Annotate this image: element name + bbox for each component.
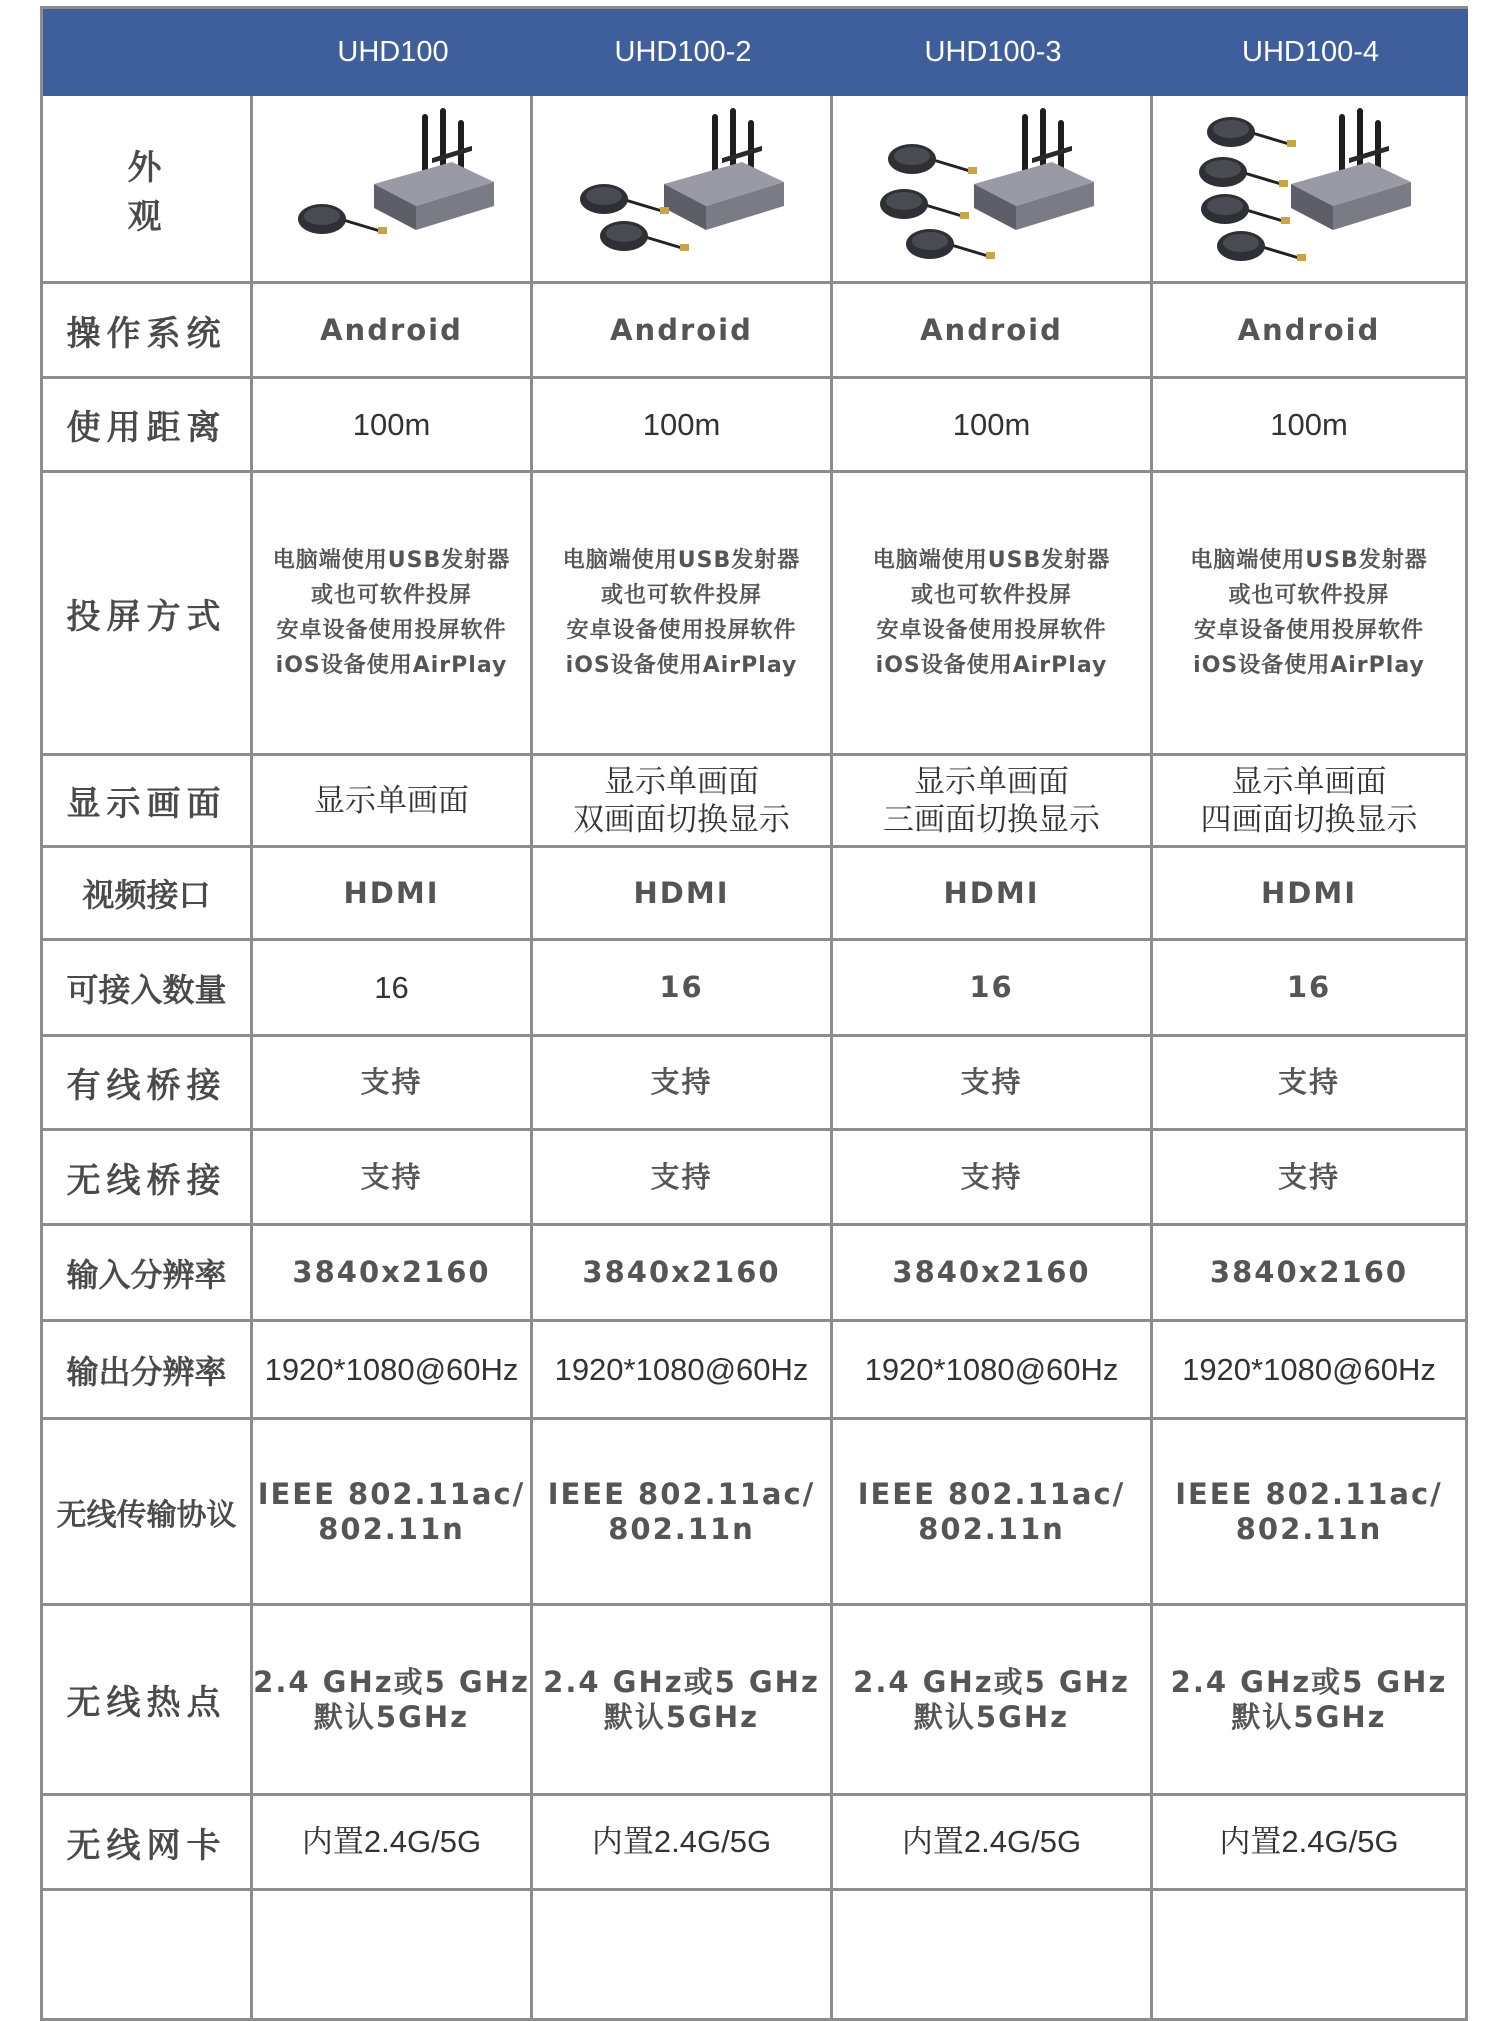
dongle-cable <box>340 219 380 231</box>
protocol-line: IEEE 802.11ac/ <box>857 1476 1126 1511</box>
cut-off-value <box>533 1891 833 2021</box>
dongle-top <box>894 147 930 165</box>
casting-line: 电脑端使用USB发射器 <box>1190 547 1428 573</box>
connections-value: 16 <box>533 941 833 1037</box>
hotspot-line: 2.4 GHz或5 GHz <box>853 1664 1130 1699</box>
wireless-card-value: 内置2.4G/5G <box>1153 1796 1468 1891</box>
header-model-4: UHD100-4 <box>1153 9 1468 96</box>
product-photo-3 <box>882 104 1102 274</box>
hotspot-line: 2.4 GHz或5 GHz <box>543 1664 820 1699</box>
row-label-os: 操作系统 <box>43 284 253 379</box>
protocol-value <box>533 1420 833 1606</box>
usb-plug <box>1287 140 1296 147</box>
casting-line: 安卓设备使用投屏软件 <box>276 618 507 643</box>
dongle-cable <box>1259 246 1299 258</box>
row-label-wireless-protocol: 无线传输协议 <box>43 1420 253 1606</box>
row-label-wireless-card: 无线网卡 <box>43 1796 253 1891</box>
hotspot-line: 默认5GHz <box>1231 1699 1387 1734</box>
antenna-icon <box>1022 114 1028 176</box>
dongle-top <box>912 232 948 250</box>
dongle-icon <box>1199 157 1288 187</box>
input-resolution-value: 3840x2160 <box>833 1226 1153 1322</box>
product-photo-1 <box>282 104 502 274</box>
casting-line: iOS设备使用AirPlay <box>565 653 798 679</box>
protocol-line: IEEE 802.11ac/ <box>547 1476 816 1511</box>
interface-value: HDMI <box>533 848 833 941</box>
port-strip <box>432 145 472 162</box>
port-strip <box>1032 145 1072 162</box>
antenna-icon <box>1357 108 1363 170</box>
dongle-cable <box>1241 172 1281 184</box>
hotspot-line: 默认5GHz <box>313 1699 470 1734</box>
output-resolution-value: 1920*1080@60Hz <box>1153 1322 1468 1420</box>
dongle-top <box>1205 160 1241 178</box>
protocol-line: 802.11n <box>1235 1511 1383 1546</box>
antenna-icon <box>730 108 736 170</box>
casting-line: 安卓设备使用投屏软件 <box>876 618 1107 643</box>
dongle-cable <box>930 159 970 171</box>
display-value <box>833 756 1153 848</box>
product-image-2 <box>533 96 833 284</box>
row-label-input-resolution: 输入分辨率 <box>43 1226 253 1322</box>
row-label-wireless-bridge: 无线桥接 <box>43 1131 253 1226</box>
output-resolution-value: 1920*1080@60Hz <box>833 1322 1153 1420</box>
antenna-icon <box>1339 114 1345 176</box>
hotspot-line: 默认5GHz <box>603 1699 760 1734</box>
distance-value: 100m <box>833 379 1153 473</box>
receiver-box <box>374 108 494 230</box>
port-strip <box>1349 145 1389 162</box>
display-value <box>253 756 533 848</box>
wireless-card-value: 内置2.4G/5G <box>833 1796 1153 1891</box>
usb-plug <box>1281 217 1290 224</box>
dongle-icon <box>580 184 669 214</box>
receiver-box <box>974 108 1094 230</box>
row-label-appearance: 外 观 <box>43 96 253 284</box>
protocol-line: 802.11n <box>608 1511 755 1546</box>
display-line: 四画面切换显示 <box>1200 801 1418 837</box>
casting-line: 或也可软件投屏 <box>910 582 1072 608</box>
receiver-box <box>1291 108 1411 230</box>
row-label-wired-bridge: 有线桥接 <box>43 1037 253 1131</box>
dongle-icon <box>1207 117 1296 147</box>
interface-value: HDMI <box>253 848 533 941</box>
row-label-hotspot: 无线热点 <box>43 1606 253 1796</box>
wireless-bridge-value: 支持 <box>253 1131 533 1226</box>
dongle-icon <box>600 221 689 251</box>
interface-value: HDMI <box>1153 848 1468 941</box>
hotspot-value <box>1153 1606 1468 1796</box>
row-label-casting: 投屏方式 <box>43 473 253 756</box>
casting-line: 安卓设备使用投屏软件 <box>1193 618 1424 643</box>
product-image-4 <box>1153 96 1468 284</box>
dongle-cable <box>922 204 962 216</box>
usb-plug <box>660 207 669 214</box>
wireless-card-value: 内置2.4G/5G <box>253 1796 533 1891</box>
protocol-line: 802.11n <box>318 1511 465 1546</box>
dongle-top <box>1223 234 1259 252</box>
hotspot-value <box>833 1606 1153 1796</box>
dongle-top <box>1207 197 1243 215</box>
cut-off-value <box>833 1891 1153 2021</box>
distance-value: 100m <box>253 379 533 473</box>
casting-value <box>533 473 833 756</box>
row-label-connections: 可接入数量 <box>43 941 253 1037</box>
interface-value: HDMI <box>833 848 1153 941</box>
wired-bridge-value: 支持 <box>1153 1037 1468 1131</box>
display-line: 显示单画面 <box>914 764 1069 800</box>
casting-line: iOS设备使用AirPlay <box>275 653 508 679</box>
casting-line: 电脑端使用USB发射器 <box>562 547 801 573</box>
distance-value: 100m <box>1153 379 1468 473</box>
output-resolution-value: 1920*1080@60Hz <box>253 1322 533 1420</box>
antenna-icon <box>422 114 428 176</box>
antenna-icon <box>1040 108 1046 170</box>
display-line: 双画面切换显示 <box>573 801 790 837</box>
header-model-1: UHD100 <box>253 9 533 96</box>
display-line: 显示单画面 <box>314 782 469 818</box>
input-resolution-value: 3840x2160 <box>533 1226 833 1322</box>
display-value <box>533 756 833 848</box>
wireless-bridge-value: 支持 <box>833 1131 1153 1226</box>
casting-value <box>833 473 1153 756</box>
protocol-value <box>833 1420 1153 1606</box>
row-label-display: 显示画面 <box>43 756 253 848</box>
cut-off-value <box>1153 1891 1468 2021</box>
header-corner <box>43 9 253 96</box>
hotspot-value <box>533 1606 833 1796</box>
usb-plug <box>1297 254 1306 261</box>
hotspot-line: 2.4 GHz或5 GHz <box>253 1664 530 1699</box>
protocol-line: 802.11n <box>918 1511 1065 1546</box>
row-label-output-resolution: 输出分辨率 <box>43 1322 253 1420</box>
product-image-1 <box>253 96 533 284</box>
dongle-cable <box>948 244 988 256</box>
dongle-icon <box>298 204 387 234</box>
casting-line: 安卓设备使用投屏软件 <box>566 618 797 643</box>
connections-value: 16 <box>253 941 533 1037</box>
product-photo-4 <box>1199 104 1419 274</box>
usb-plug <box>1279 180 1288 187</box>
protocol-value <box>1153 1420 1468 1606</box>
os-value: Android <box>833 284 1153 379</box>
header-model-2: UHD100-2 <box>533 9 833 96</box>
casting-line: 或也可软件投屏 <box>310 582 472 608</box>
casting-line: 电脑端使用USB发射器 <box>872 547 1111 573</box>
header-model-3: UHD100-3 <box>833 9 1153 96</box>
casting-value <box>253 473 533 756</box>
row-label-video-interface: 视频接口 <box>43 848 253 941</box>
input-resolution-value: 3840x2160 <box>253 1226 533 1322</box>
display-line: 三画面切换显示 <box>883 801 1100 837</box>
cut-off-value <box>253 1891 533 2021</box>
display-line: 显示单画面 <box>604 764 759 800</box>
row-label-cut-off <box>43 1891 253 2021</box>
dongle-top <box>1213 120 1249 138</box>
os-value: Android <box>533 284 833 379</box>
casting-line: 或也可软件投屏 <box>600 582 762 608</box>
distance-value: 100m <box>533 379 833 473</box>
dongle-top <box>304 207 340 225</box>
wireless-card-value: 内置2.4G/5G <box>533 1796 833 1891</box>
dongle-icon <box>1217 231 1306 261</box>
display-line: 显示单画面 <box>1231 764 1387 800</box>
casting-line: iOS设备使用AirPlay <box>875 653 1108 679</box>
usb-plug <box>378 227 387 234</box>
protocol-line: IEEE 802.11ac/ <box>1175 1476 1443 1511</box>
hotspot-value <box>253 1606 533 1796</box>
wired-bridge-value: 支持 <box>253 1037 533 1131</box>
output-resolution-value: 1920*1080@60Hz <box>533 1322 833 1420</box>
hotspot-line: 2.4 GHz或5 GHz <box>1170 1664 1448 1699</box>
os-value: Android <box>253 284 533 379</box>
receiver-box <box>664 108 784 230</box>
wired-bridge-value: 支持 <box>833 1037 1153 1131</box>
antenna-icon <box>440 108 446 170</box>
product-image-3 <box>833 96 1153 284</box>
casting-line: iOS设备使用AirPlay <box>1193 653 1425 679</box>
port-strip <box>722 145 762 162</box>
dongle-cable <box>642 236 682 248</box>
row-label-distance: 使用距离 <box>43 379 253 473</box>
protocol-line: IEEE 802.11ac/ <box>257 1476 526 1511</box>
wired-bridge-value: 支持 <box>533 1037 833 1131</box>
dongle-cable <box>622 199 662 211</box>
dongle-top <box>606 224 642 242</box>
dongle-icon <box>1201 194 1290 224</box>
antenna-icon <box>712 114 718 176</box>
connections-value: 16 <box>1153 941 1468 1037</box>
casting-line: 或也可软件投屏 <box>1228 582 1390 608</box>
spec-comparison-table <box>40 6 1468 2021</box>
dongle-icon <box>880 189 969 219</box>
dongle-cable <box>1249 132 1289 144</box>
usb-plug <box>968 167 977 174</box>
os-value: Android <box>1153 284 1468 379</box>
input-resolution-value: 3840x2160 <box>1153 1226 1468 1322</box>
dongle-icon <box>906 229 995 259</box>
wireless-bridge-value: 支持 <box>533 1131 833 1226</box>
dongle-cable <box>1243 209 1283 221</box>
dongle-icon <box>888 144 977 174</box>
dongle-top <box>586 187 622 205</box>
display-value <box>1153 756 1468 848</box>
hotspot-line: 默认5GHz <box>913 1699 1070 1734</box>
usb-plug <box>960 212 969 219</box>
product-photo-2 <box>572 104 792 274</box>
protocol-value <box>253 1420 533 1606</box>
connections-value: 16 <box>833 941 1153 1037</box>
casting-value <box>1153 473 1468 756</box>
usb-plug <box>986 252 995 259</box>
wireless-bridge-value: 支持 <box>1153 1131 1468 1226</box>
usb-plug <box>680 244 689 251</box>
casting-line: 电脑端使用USB发射器 <box>272 547 511 573</box>
dongle-top <box>886 192 922 210</box>
